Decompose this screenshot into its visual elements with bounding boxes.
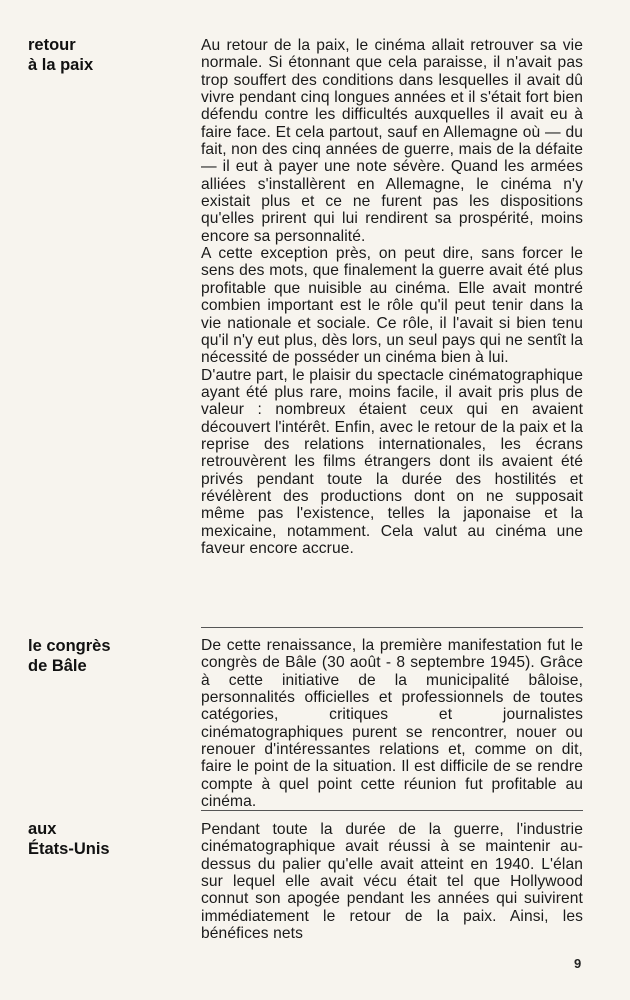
margin-heading-line: États-Unis <box>28 839 110 858</box>
section-body-congres-de-bale <box>201 637 583 810</box>
margin-heading-line: aux <box>28 820 57 838</box>
paragraph: Au retour de la paix, le cinéma allait retrouver sa vie normale. Si étonnant que cela paraisse, il n'avait pas trop souffert des conditions dans lesquelles il avait dû vivre pendant cinq longues années et il s'était fort bien défendu contre les difficultés auxquelles il avait eu à faire face. Et cela partout, sauf en Allemagne où — du fait, non des cinq années de guerre, mais de la défaite — il eut à payer une note sévère. Quand les armées alliées s'installèrent en Allemagne, le cinéma n'y existait plus et ce ne furent pas les dispositions qu'elles prirent qui lui rendirent sa prospérité, moins encore sa personnalité. <box>201 37 583 245</box>
section-body-retour-a-la-paix <box>201 37 583 557</box>
margin-heading-congres-de-bale <box>28 637 178 676</box>
section-body-aux-etats-unis <box>201 821 583 942</box>
paragraph: De cette renaissance, la première manifestation fut le congrès de Bâle (30 août - 8 septembre 1945). Grâce à cette initiative de la municipalité bâloise, personnalités officielles et professionnels de toutes catégories, critiques et journalistes cinématographiques purent se rencontrer, nouer ou renouer d'intéressantes relations et, comme on dit, faire le point de la situation. Il est difficile de se rendre compte à quel point cette réunion fut profitable au cinéma. <box>201 637 583 811</box>
paragraph: Pendant toute la durée de la guerre, l'industrie cinématographique avait réussi à se maintenir au-dessus du palier qu'elle avait atteint en 1940. L'élan sur lequel elle avait vécu était tel que Hollywood connut son apogée pendant les années qui suivirent immédiatement le retour de la paix. Ainsi, les bénéfices nets <box>201 821 583 943</box>
margin-heading-retour-a-la-paix <box>28 36 178 75</box>
margin-heading-line: le congrès <box>28 637 111 655</box>
margin-heading-line: retour <box>28 36 76 54</box>
section-divider <box>201 810 583 811</box>
section-divider <box>201 627 583 628</box>
paragraph: A cette exception près, on peut dire, sans forcer le sens des mots, que finalement la guerre avait été plus profitable que nuisible au cinéma. Elle avait montré combien important est le rôle qu'il peut tenir dans la vie nationale et sociale. Ce rôle, il l'avait si bien tenu qu'il n'y eut plus, dès lors, un seul pays qui ne sentît la nécessité de posséder un cinéma bien à lui. <box>201 245 583 367</box>
page-number: 9 <box>574 956 582 971</box>
margin-heading-aux-etats-unis <box>28 820 178 859</box>
margin-heading-line: de Bâle <box>28 656 87 675</box>
margin-heading-line: à la paix <box>28 55 94 74</box>
paragraph: D'autre part, le plaisir du spectacle cinématographique ayant été plus rare, moins facile, il avait pris plus de valeur : nombreux étaient ceux qui en avaient découvert l'intérêt. Enfin, avec le retour de la paix et la reprise des relations internationales, les écrans retrouvèrent les films étrangers dont ils avaient été privés pendant toute la durée des hostilités et révélèrent des productions dont on ne supposait même pas l'existence, telles la japonaise et la mexicaine, notamment. Cela valut au cinéma une faveur encore accrue. <box>201 366 583 557</box>
